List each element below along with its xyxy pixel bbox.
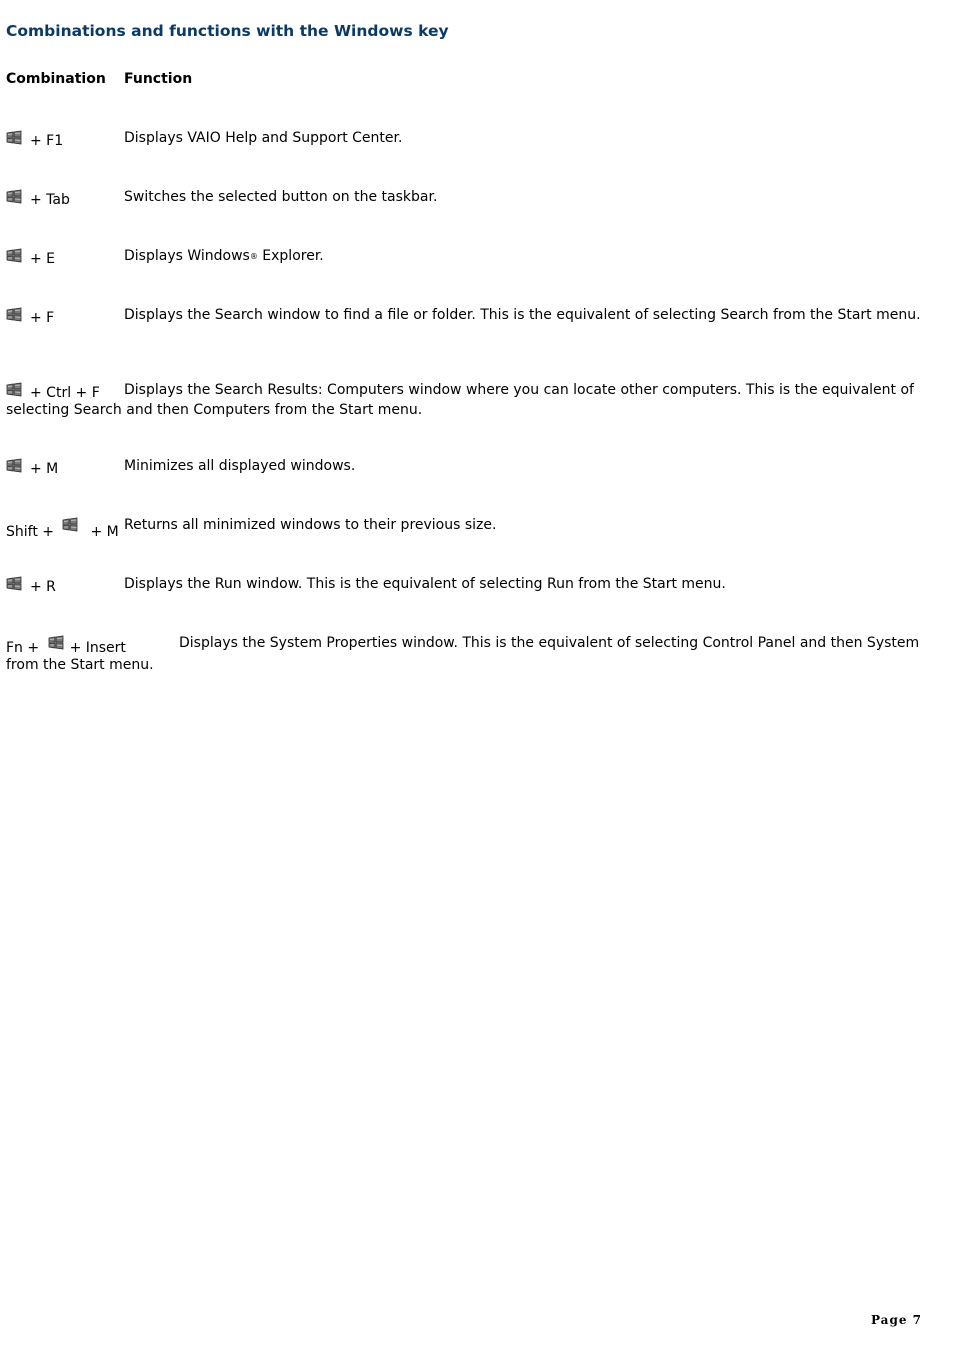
table-row — [6, 635, 936, 674]
combination-keys: + E — [30, 251, 56, 267]
combination-keys: + Insert — [69, 640, 126, 656]
combination-cell — [6, 517, 124, 541]
function-text: Returns all minimized windows to their previous size. — [124, 517, 497, 533]
combination-cell — [6, 189, 124, 209]
combination-keys: + F1 — [30, 133, 64, 149]
combination-cell — [6, 307, 124, 327]
table-row — [6, 189, 936, 209]
function-text: Displays the Search window to find a file or folder. This is the equivalent of selecting Search from the Start menu. — [124, 307, 921, 323]
function-text-part: Displays Windows — [124, 248, 250, 264]
combination-keys: + Ctrl + F — [30, 385, 100, 401]
combination-header: Combination — [6, 71, 106, 87]
function-text: Displays the Search Results: Computers window where you can locate other computers. This is the equivalent of selecting Search and then Computers from the Start menu. — [6, 382, 914, 418]
windows-key-icon — [6, 458, 24, 474]
function-text: Displays the System Properties window. This is the equivalent of selecting Control Panel and then System from the Start menu. — [6, 635, 920, 673]
combination-cell — [6, 635, 179, 657]
combination-prefix: Shift + — [6, 524, 55, 540]
table-row — [6, 458, 936, 478]
combination-cell — [6, 248, 124, 268]
windows-key-icon — [62, 517, 80, 533]
table-row — [6, 130, 936, 150]
windows-key-icon — [6, 307, 24, 323]
combination-cell — [6, 576, 124, 596]
function-text: Switches the selected button on the taskbar. — [124, 189, 438, 205]
function-text-part: Explorer. — [257, 248, 324, 264]
function-text — [124, 248, 324, 264]
table-row — [6, 382, 936, 419]
combination-keys: + Tab — [30, 192, 70, 208]
windows-key-icon — [48, 635, 66, 651]
combination-keys: + M — [30, 461, 59, 477]
combination-cell — [6, 382, 124, 402]
page-title: Combinations and functions with the Windows key — [6, 22, 449, 40]
combination-keys: + M — [90, 524, 119, 540]
windows-key-icon — [6, 576, 24, 592]
combination-cell — [6, 130, 124, 150]
windows-key-icon — [6, 248, 24, 264]
windows-key-icon — [6, 189, 24, 205]
windows-key-icon — [6, 130, 24, 146]
combination-prefix: Fn + — [6, 640, 40, 656]
combination-keys: + R — [30, 579, 56, 595]
windows-key-icon — [6, 382, 24, 398]
function-text: Displays the Run window. This is the equivalent of selecting Run from the Start menu. — [124, 576, 726, 592]
page-number: Page 7 — [870, 1313, 922, 1327]
function-text: Displays VAIO Help and Support Center. — [124, 130, 403, 146]
combination-keys: + F — [30, 310, 55, 326]
table-row — [6, 517, 936, 541]
table-row — [6, 248, 936, 268]
function-header: Function — [124, 71, 193, 87]
combination-cell — [6, 458, 124, 478]
registered-mark: ® — [249, 252, 258, 261]
table-row — [6, 307, 936, 327]
function-text: Minimizes all displayed windows. — [124, 458, 356, 474]
table-row — [6, 576, 936, 596]
